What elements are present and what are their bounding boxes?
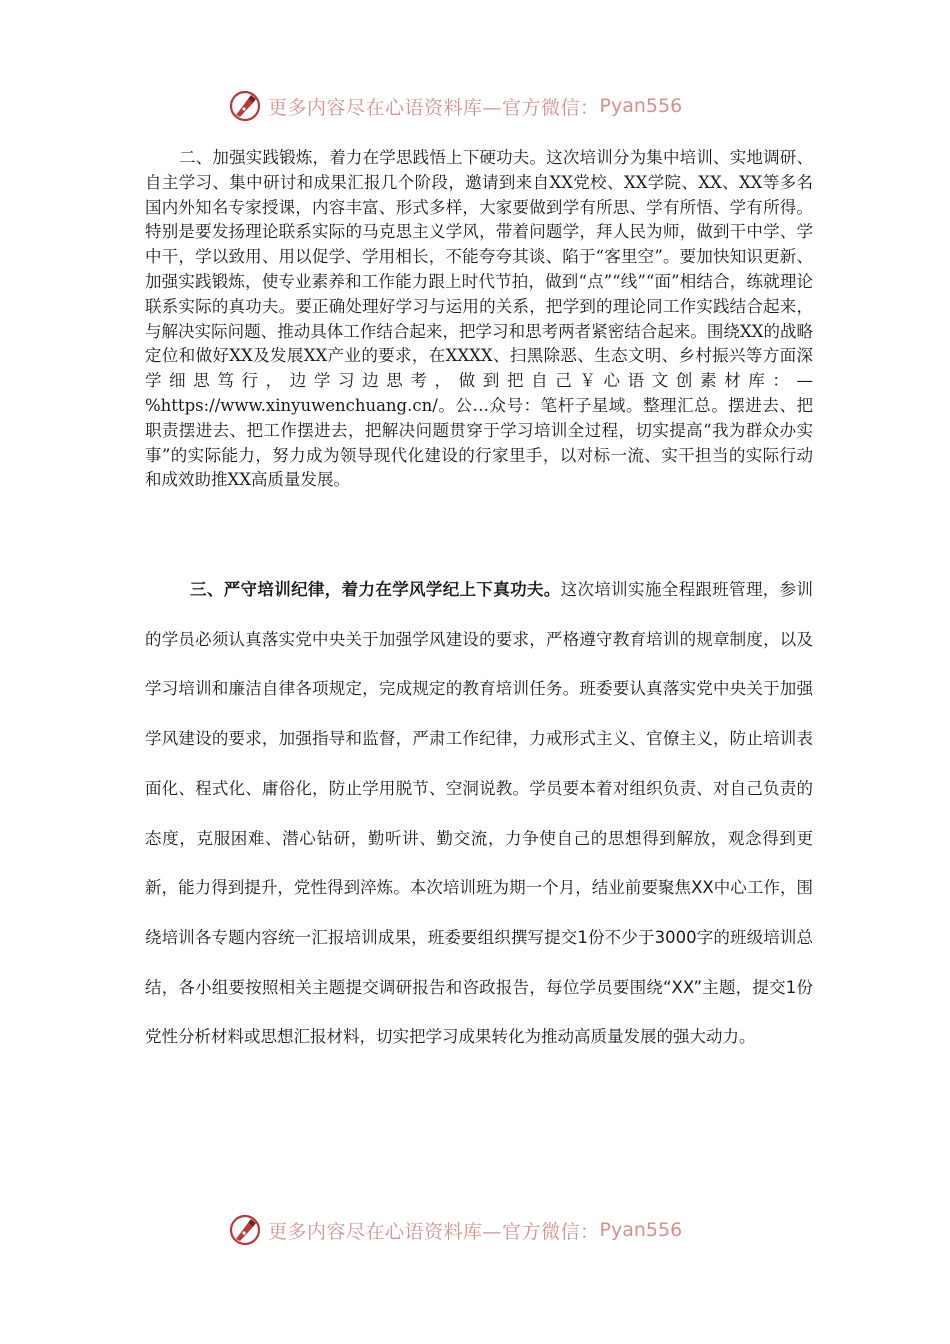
paragraph-discipline-body: 这次培训实施全程跟班管理，参训的学员必须认真落实党中央关于加强学风建设的要求，严格遵守教育培训的规章制度，以及学习培训和廉洁自律各项规定，完成规定的教育培训任务。班委要认真落实党中央关于加强学风建设的要求，加强指导和监督，严肃工作纪律，力戒形式主义、官僚主义，防止培训表面化、程式化、庸俗化，防止学用脱节、空洞说教。学员要本着对组织负责、对自己负责的态度，克服困难、潜心钻研，勤听讲、勤交流，力争使自己的思想得到解放，观念得到更新，能力得到提升，党性得到淬炼。本次培训班为期一个月，结业前要聚焦XX中心工作，围绕培训各专题内容统一汇报培训成果，班委要组织撰写提交1份不少于3000字的班级培训总结，各小组要按照相关主题提交调研报告和咨政报告，每位学员要围绕“XX”主题，提交1份党性分析材料或思想汇报材料，切实把学习成果转化为推动高质量发展的强大动力。 (145, 580, 814, 1047)
paragraph-practice: 二、加强实践锻炼，着力在学思践悟上下硬功夫。这次培训分为集中培训、实地调研、自主学习、集中研讨和成果汇报几个阶段，邀请到来自XX党校、XX学院、XX、XX等多名国内外知名专家授课，内容丰富、形式多样，大家要做到学有所思、学有所悟、学有所得。特别是要发扬理论联系实际的马克思主义学风，带着问题学，拜人民为师，做到干中学、学中干，学以致用、用以促学、学用相长，不能夸夸其谈、陷于“客里空”。要加快知识更新、加强实践锻炼，使专业素养和工作能力跟上时代节拍，做到“点”“线”“面”相结合，练就理论联系实际的真功夫。要正确处理好学习与运用的关系，把学到的理论同工作实践结合起来，与解决实际问题、推动具体工作结合起来，把学习和思考两者紧密结合起来。围绕XX的战略定位和做好XX及发展XX产业的要求，在XXXX、扫黑除恶、生态文明、乡村振兴等方面深学细思笃行，边学习边思考，做到把自己￥心语文创素材库：—%https://www.xinyuwenchuang.cn/。公…众号：笔杆子星域。整理汇总。摆进去、把职责摆进去、把工作摆进去，把解决问题贯穿于学习培训全过程，切实提高“我为群众办实事”的实际能力，努力成为领导现代化建设的行家里手，以对标一流、实干担当的实际行动和成效助推XX高质量发展。 (145, 148, 813, 490)
banner-wechat-id: Pyan556 (599, 1219, 683, 1241)
header-watermark-banner (228, 86, 682, 126)
pen-nib-logo-icon (228, 89, 262, 123)
banner-wechat-id: Pyan556 (599, 95, 683, 117)
paragraph-discipline-heading: 三、严守培训纪律，着力在学风学纪上下真功夫。 (190, 580, 561, 599)
paragraph-discipline (145, 565, 813, 1062)
banner-text: 更多内容尽在心语资料库—官方微信： (268, 1220, 600, 1243)
banner-text: 更多内容尽在心语资料库—官方微信： (268, 96, 600, 119)
footer-watermark-banner (228, 1210, 682, 1250)
pen-nib-logo-icon (228, 1213, 262, 1247)
